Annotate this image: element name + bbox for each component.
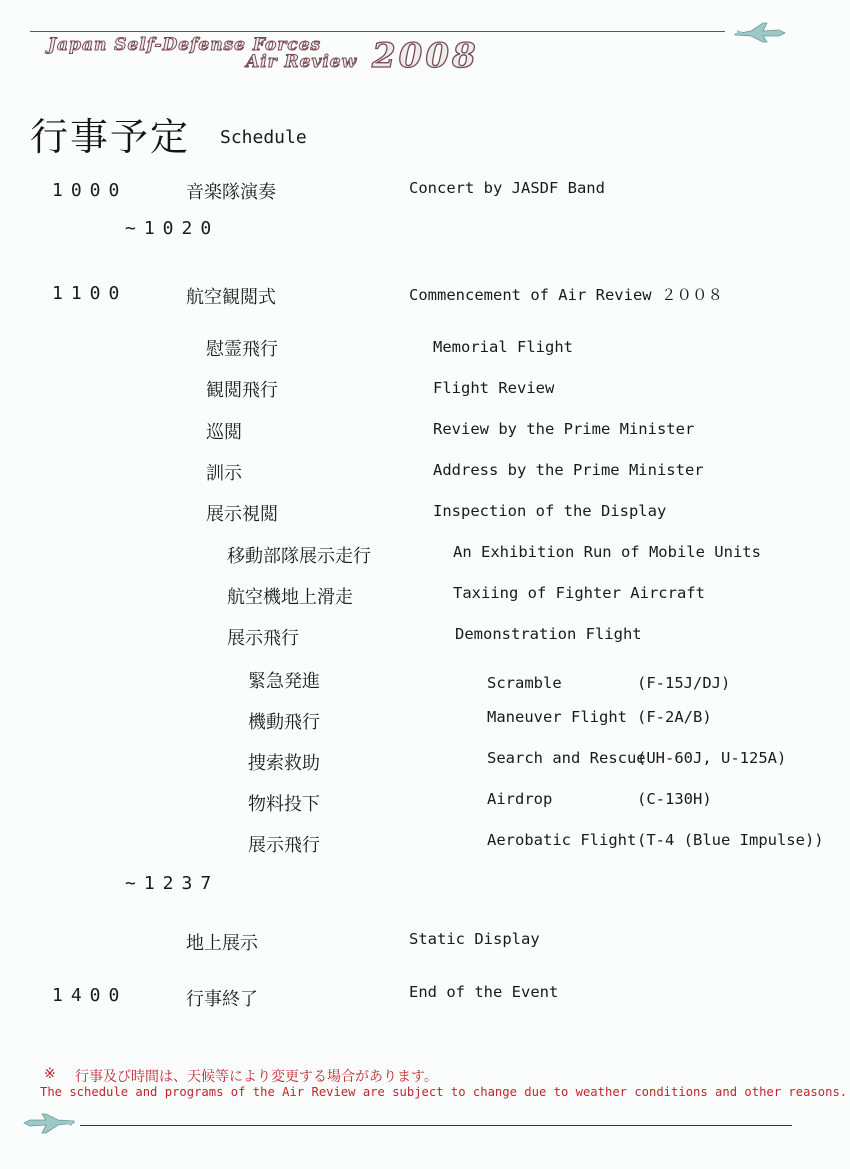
jet-plane-icon	[733, 20, 787, 44]
item-jp: 訓示	[206, 463, 242, 484]
item-jp: 展示飛行	[248, 835, 320, 856]
item-en: Aerobatic Flight	[487, 831, 637, 849]
item-en: Demonstration Flight	[455, 625, 642, 643]
brand-line-2: Air Review	[246, 52, 358, 72]
item-en: An Exhibition Run of Mobile Units	[453, 543, 761, 561]
item-jp: 音楽隊演奏	[186, 182, 276, 203]
item-en: Static Display	[409, 930, 540, 948]
item-jp: 観閲飛行	[206, 380, 278, 401]
item-jp: 物料投下	[248, 794, 320, 815]
aircraft-label: (C-130H)	[637, 790, 712, 808]
item-jp: 機動飛行	[248, 712, 320, 733]
item-jp: 航空機地上滑走	[227, 587, 353, 608]
page-subtitle: Schedule	[220, 127, 307, 148]
brand-line-1: Japan Self-Defense Forces	[48, 35, 322, 55]
item-en: Airdrop	[487, 790, 553, 808]
item-en: Concert by JASDF Band	[409, 179, 605, 197]
page-title: 行事予定	[30, 115, 191, 159]
item-en: Search and Rescue	[487, 749, 646, 767]
item-en: Scramble	[487, 674, 562, 692]
item-en: Review by the Prime Minister	[433, 420, 695, 438]
item-en: Address by the Prime Minister	[433, 461, 704, 479]
time-start: 1100	[52, 283, 128, 304]
item-jp: 展示飛行	[227, 628, 299, 649]
jet-plane-icon	[22, 1112, 76, 1136]
aircraft-label: (T-4 (Blue Impulse))	[637, 831, 824, 849]
note-mark: ※	[44, 1066, 56, 1082]
item-en: Commencement of Air Review ２００８	[409, 286, 723, 304]
time-end: ~1237	[125, 873, 220, 894]
time-end: ~1020	[125, 218, 220, 239]
item-jp: 展示視閲	[206, 504, 278, 525]
note-en: The schedule and programs of the Air Review are subject to change due to weather conditions and other reasons.	[40, 1085, 848, 1099]
item-jp: 移動部隊展示走行	[227, 546, 371, 567]
time-start: 1400	[52, 985, 128, 1006]
item-en: Taxiing of Fighter Aircraft	[453, 584, 705, 602]
item-en: Memorial Flight	[433, 338, 573, 356]
aircraft-label: (F-15J/DJ)	[637, 674, 731, 692]
item-jp: 慰霊飛行	[206, 339, 278, 360]
item-jp: 航空観閲式	[186, 287, 276, 308]
item-jp: 巡閲	[206, 422, 242, 443]
item-jp: 行事終了	[186, 989, 258, 1010]
item-en: Maneuver Flight	[487, 708, 627, 726]
time-start: 1000	[52, 180, 128, 201]
item-jp: 地上展示	[186, 933, 258, 954]
aircraft-label: (F-2A/B)	[637, 708, 712, 726]
aircraft-label: (UH-60J, U-125A)	[637, 749, 787, 767]
item-en: Inspection of the Display	[433, 502, 667, 520]
item-en: End of the Event	[409, 983, 559, 1001]
footer-rule	[80, 1125, 792, 1126]
header-rule	[30, 31, 725, 32]
item-jp: 捜索救助	[248, 753, 320, 774]
item-en: Flight Review	[433, 379, 555, 397]
note-jp: 行事及び時間は、天候等により変更する場合があります。	[75, 1069, 438, 1085]
brand-year: 2008	[372, 36, 479, 76]
item-jp: 緊急発進	[248, 671, 320, 692]
